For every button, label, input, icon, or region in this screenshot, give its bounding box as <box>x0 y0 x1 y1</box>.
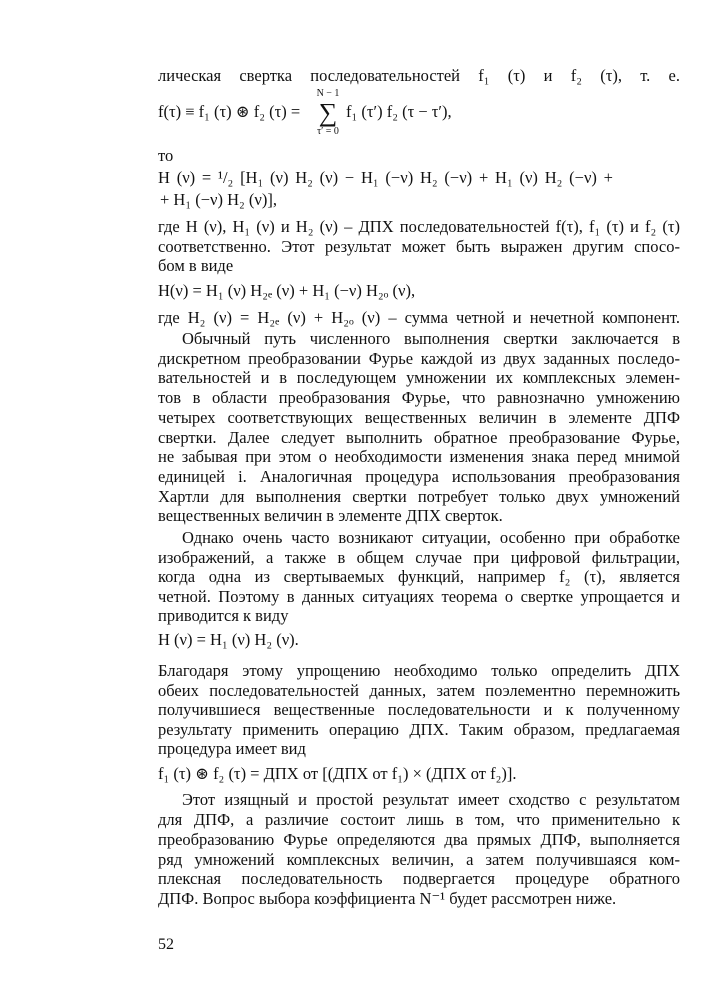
equation-even-odd: H(ν) = H₁ (ν) H₂ₑ (ν) + H₁ (−ν) H₂ₒ (ν), <box>158 281 416 300</box>
sum-upper-limit: N − 1 <box>316 88 340 99</box>
page-number: 52 <box>158 936 174 953</box>
sum-lower-limit: τ′ = 0 <box>317 126 339 137</box>
paragraph-1-line-3: вательностей и в последующем умножении их комплексных элемен- <box>158 368 680 387</box>
paragraph-3-line-1: Благодаря этому упрощению необходимо только определить ДПХ <box>158 661 680 680</box>
equation-simplified: H (ν) = H₁ (ν) H₂ (ν). <box>158 630 299 649</box>
text-line-to: то <box>158 146 174 165</box>
text-line-4: бом в виде <box>158 256 234 275</box>
paragraph-1-line-1: Обычный путь численного выполнения свертки заключается в <box>182 329 680 348</box>
paragraph-2-line-2: изображений, а также в общем случае при цифровой фильтрации, <box>158 548 680 567</box>
paragraph-1-line-8: единицей i. Аналогичная процедура использования преобразования <box>158 467 680 486</box>
paragraph-1-line-10: вещественных величин в элементе ДПХ сверток. <box>158 506 503 525</box>
equation-convolution-right: f₁ (τ′) f₂ (τ − τ′), <box>346 102 452 121</box>
paragraph-3-line-2: обеих последовательностей данных, затем поэлементно перемножить <box>158 681 680 700</box>
paragraph-1-line-9: Хартли для выполнения свертки потребует только двух умножений <box>158 487 680 506</box>
equation-hartley-1: H (ν) = ¹/₂ [H₁ (ν) H₂ (ν) − H₁ (−ν) H₂ (−ν) + H₁ (ν) H₂ (−ν) + <box>158 168 613 187</box>
paragraph-3-line-3: получившиеся вещественные последовательности и к полученному <box>158 700 680 719</box>
paragraph-1-line-6: свертки. Далее следует выполнить обратное преобразование Фурье, <box>158 428 680 447</box>
paragraph-4-line-6: ДПФ. Вопрос выбора коэффициента N⁻¹ будет рассмотрен ниже. <box>158 889 617 908</box>
paragraph-4-line-4: ряд умножений комплексных величин, а затем получившаяся ком- <box>158 850 680 869</box>
text-line-5: где H₂ (ν) = H₂ₑ (ν) + H₂ₒ (ν) – сумма четной и нечетной компонент. <box>158 308 680 327</box>
text-line-3: соответственно. Этот результат может быть выражен другим спосо- <box>158 237 680 256</box>
paragraph-2-line-5: приводится к виду <box>158 606 289 625</box>
text-line-1: лическая свертка последовательностей f₁ (τ) и f₂ (τ), т. е. <box>158 66 680 85</box>
equation-procedure: f₁ (τ) ⊛ f₂ (τ) = ДПХ от [(ДПХ от f₁) × (ДПХ от f₂)]. <box>158 764 517 783</box>
paragraph-2-line-4: четной. Поэтому в данных ситуациях теорема о свертке упрощается и <box>158 587 680 606</box>
paragraph-1-line-7: не забывая при этом о необходимости изменения знака перед мнимой <box>158 447 680 466</box>
paragraph-2-line-3: когда одна из свертываемых функций, например f₂ (τ), является <box>158 567 680 586</box>
equation-hartley-2: + H₁ (−ν) H₂ (ν)], <box>160 190 277 209</box>
paragraph-2-line-1: Однако очень часто возникают ситуации, особенно при обработке <box>182 528 680 547</box>
text-line-2: где H (ν), H₁ (ν) и H₂ (ν) – ДПХ последовательностей f(τ), f₁ (τ) и f₂ (τ) <box>158 217 680 236</box>
paragraph-1-line-4: тов в области преобразования Фурье, что равнозначно умножению <box>158 388 680 407</box>
paragraph-1-line-5: четырех соответствующих вещественных величин в элементе ДПФ <box>158 408 680 427</box>
sum-sign: ∑ <box>318 98 338 127</box>
paragraph-3-line-4: результату применить операцию ДПХ. Таким образом, предлагаемая <box>158 720 680 739</box>
equation-convolution-left: f(τ) ≡ f₁ (τ) ⊛ f₂ (τ) = <box>158 102 301 121</box>
paragraph-4-line-1: Этот изящный и простой результат имеет сходство с результатом <box>182 790 680 809</box>
paragraph-4-line-5: плексная последовательность подвергается процедуре обратного <box>158 869 680 888</box>
paragraph-4-line-3: преобразованию Фурье определяются два прямых ДПФ, выполняется <box>158 830 680 849</box>
paragraph-1-line-2: дискретном преобразовании Фурье каждой из двух заданных последо- <box>158 349 680 368</box>
paragraph-3-line-5: процедура имеет вид <box>158 739 306 758</box>
paragraph-4-line-2: для ДПФ, а различие состоит лишь в том, что применительно к <box>158 810 680 829</box>
